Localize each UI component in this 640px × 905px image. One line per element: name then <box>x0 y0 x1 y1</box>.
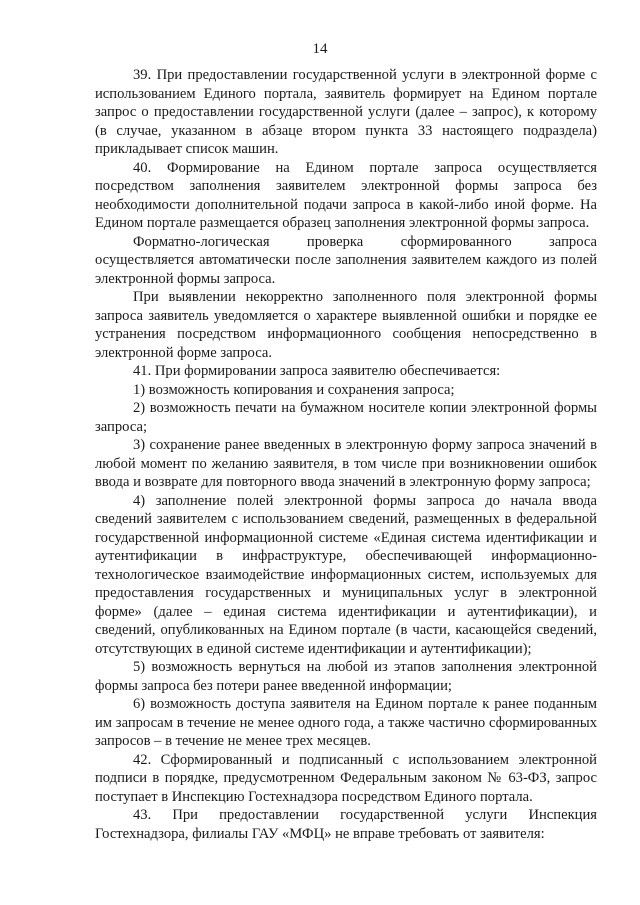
paragraph-error-notice: При выявлении некорректно заполненного поля электронной формы запроса заявитель уведомляется о характере выявленной ошибки и порядке ее устранения посредством информационного сообщения непосредственно в электронной форме запроса. <box>95 289 597 361</box>
page-number: 14 <box>312 41 328 57</box>
paragraph-43: 43. При предоставлении государственной услуги Инспекция Гостехнадзора, филиалы ГАУ «МФЦ» не вправе требовать от заявителя: <box>95 807 597 842</box>
list-item-4: 4) заполнение полей электронной формы запроса до начала ввода сведений заявителем с использованием сведений, размещенных в федеральной государственной информационной системе «Единая система идентификации и аутентификации в инфраструктуре, обеспечивающей информационно-технологическое взаимодействие информационных систем, используемых для предоставления государственных и муниципальных услуг в электронной форме» (далее – единая система идентификации и аутентификации), и сведений, опубликованных на Едином портале (в части, касающейся сведений, отсутствующих в единой системе идентификации и аутентификации); <box>95 492 597 657</box>
paragraph-40: 40. Формирование на Едином портале запроса осуществляется посредством заполнения заявителем электронной формы запроса без необходимости дополнительной подачи запроса в какой-либо иной форме. На Едином портале размещается образец заполнения электронной формы запроса. <box>95 159 597 231</box>
list-item-1: 1) возможность копирования и сохранения запроса; <box>133 381 455 398</box>
list-item-3: 3) сохранение ранее введенных в электронную форму запроса значений в любой момент по желанию заявителя, в том числе при возникновении ошибок ввода и возврате для повторного ввода значений в электронную форму запроса; <box>95 437 597 490</box>
paragraph-39: 39. При предоставлении государственной услуги в электронной форме с использованием Единого портала, заявитель формирует на Едином портале запрос о предоставлении государственной услуги (далее – запрос), к которому (в случае, указанном в абзаце втором пункта 33 настоящего подраздела) прикладывает список машин. <box>95 67 597 157</box>
paragraph-42: 42. Сформированный и подписанный с использованием электронной подписи в порядке, предусмотренном Федеральным законом № 63-ФЗ, запрос поступает в Инспекцию Гостехнадзора посредством Единого портала. <box>95 751 597 805</box>
list-item-2: 2) возможность печати на бумажном носителе копии электронной формы запроса; <box>95 400 597 435</box>
document-body <box>95 66 597 843</box>
paragraph-format-check: Форматно-логическая проверка сформированного запроса осуществляется автоматически после заполнения заявителем каждого из полей электронной формы запроса. <box>95 233 597 287</box>
list-item-6: 6) возможность доступа заявителя на Едином портале к ранее поданным им запросам в течение не менее одного года, а также частично сформированных запросов – в течение не менее трех месяцев. <box>95 696 597 749</box>
paragraph-41: 41. При формировании запроса заявителю обеспечивается: <box>133 363 501 379</box>
list-item-5: 5) возможность вернуться на любой из этапов заполнения электронной формы запроса без потери ранее введенной информации; <box>95 659 597 694</box>
